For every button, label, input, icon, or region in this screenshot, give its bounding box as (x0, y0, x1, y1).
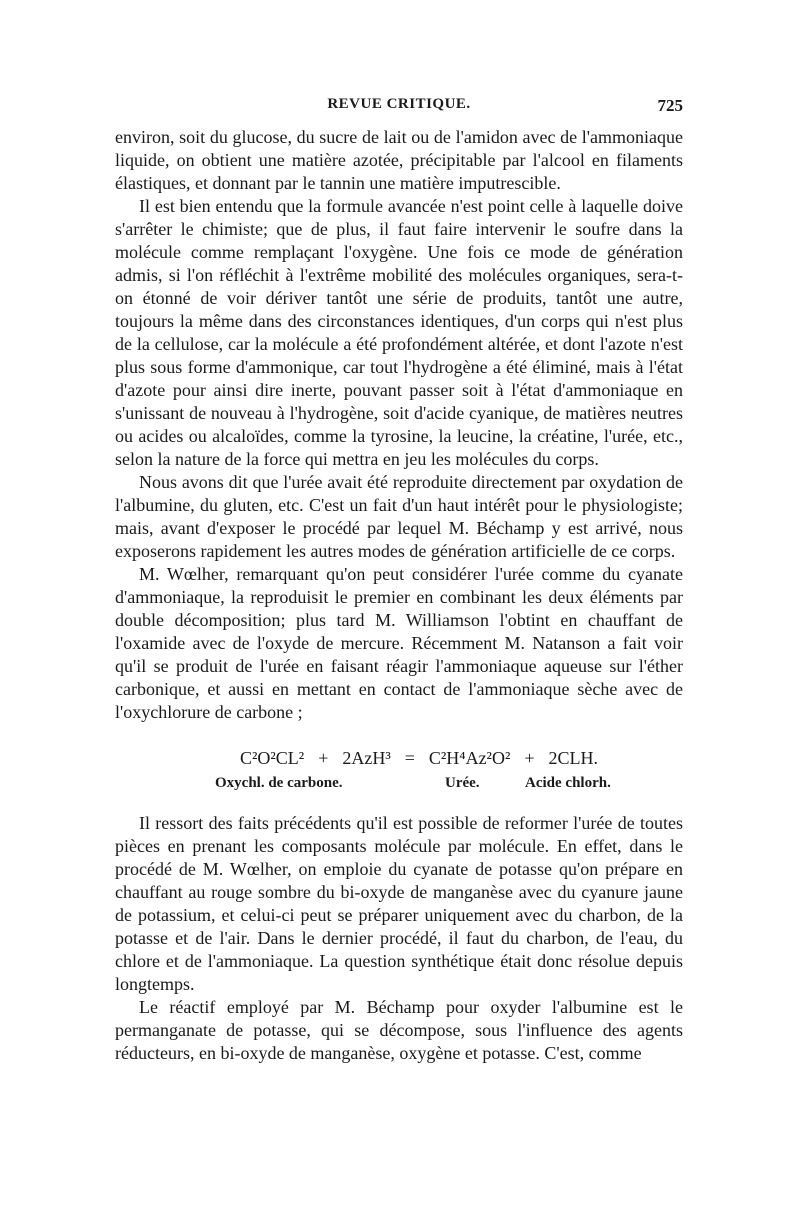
paragraph-6: Le réactif employé par M. Béchamp pour oxyder l'albumine est le permanganate de potasse, qui se décompose, sous l'influence des agents réducteurs, en bi-oxyde de manganèse, oxygène et potasse. C'est, comme (115, 997, 683, 1063)
page-number: 725 (657, 96, 683, 115)
paragraph-5: Il ressort des faits précédents qu'il est possible de reformer l'urée de toutes pièces en prenant les composants molécule par molécule. En effet, dans le procédé de M. Wœlher, on emploie du cyanate de potasse qu'on prépare en chauffant au rouge sombre du bi-oxyde de manganèse avec du cyanure jaune de potassium, et celui-ci peut se préparer uniquement avec du charbon, de la potasse et de l'air. Dans le dernier procédé, il faut du charbon, de l'eau, du chlore et de l'ammoniaque. La question synthétique était donc résolue depuis longtemps. (115, 813, 683, 994)
label-urea: Urée. (445, 775, 480, 791)
equation-term-hcl: 2CLH. (548, 748, 599, 768)
chemical-equation (155, 748, 683, 769)
paragraph-4: M. Wœlher, remarquant qu'on peut considérer l'urée comme du cyanate d'ammoniaque, la reproduisit le premier en combinant les deux éléments par double décomposition; plus tard M. Williamson l'obtint en chauffant de l'oxamide avec de l'oxyde de mercure. Récemment M. Natanson a fait voir qu'il se produit de l'urée en faisant réagir l'ammoniaque aqueuse sur l'éther carbonique, et aussi en mettant en contact de l'ammoniaque sèche avec de l'oxychlorure de carbone ; (115, 564, 683, 722)
equation-term-ammonia: 2AzH³ (342, 748, 391, 768)
equation-term-urea: C²H⁴Az²O² (428, 748, 511, 768)
label-oxychloride: Oxychl. de carbone. (215, 775, 343, 791)
equation-term-oxychloride: C²O²CL² (239, 748, 305, 768)
equation-labels (215, 775, 683, 792)
label-hcl: Acide chlorh. (525, 775, 611, 791)
paragraph-3: Nous avons dit que l'urée avait été reproduite directement par oxydation de l'albumine, du gluten, etc. C'est un fait d'un haut intérêt pour le physiologiste; mais, avant d'exposer le procédé par lequel M. Béchamp y est arrivé, nous exposerons rapidement les autres modes de génération artificielle de ce corps. (115, 472, 683, 561)
equation-plus: + (524, 748, 535, 768)
equation-plus: + (318, 748, 329, 768)
running-title: REVUE CRITIQUE. (327, 96, 471, 112)
paragraph-2: Il est bien entendu que la formule avancée n'est point celle à laquelle doive s'arrêter le chimiste; que de plus, il faut faire intervenir le soufre dans la molécule comme remplaçant l'oxygène. Une fois ce mode de génération admis, si l'on réfléchit à l'extrême mobilité des molécules organiques, sera-t-on étonné de voir dériver tantôt une série de produits, tantôt une autre, toujours la même dans des circonstances identiques, d'un corps qui n'est plus de la cellulose, car la molécule a été profondément altérée, et dont l'azote n'est plus sous forme d'ammonique, car tout l'hydrogène a été éliminé, mais à l'état d'azote pour ainsi dire inerte, pouvant passer soit à l'état d'ammoniaque en s'unissant de nouveau à l'hydrogène, soit d'acide cyanique, de matières neutres ou acides ou alcaloïdes, comme la tyrosine, la leucine, la créatine, l'urée, etc., selon la nature de la force qui mettra en jeu les molécules du corps. (115, 196, 683, 469)
running-header (115, 96, 683, 126)
paragraph-1: environ, soit du glucose, du sucre de lait ou de l'amidon avec de l'ammoniaque liquide, on obtient une matière azotée, précipitable par l'alcool en filaments élastiques, et donnant par le tannin une matière imputrescible. (115, 127, 683, 193)
document-page (115, 96, 683, 1065)
equation-equals: = (404, 748, 415, 768)
